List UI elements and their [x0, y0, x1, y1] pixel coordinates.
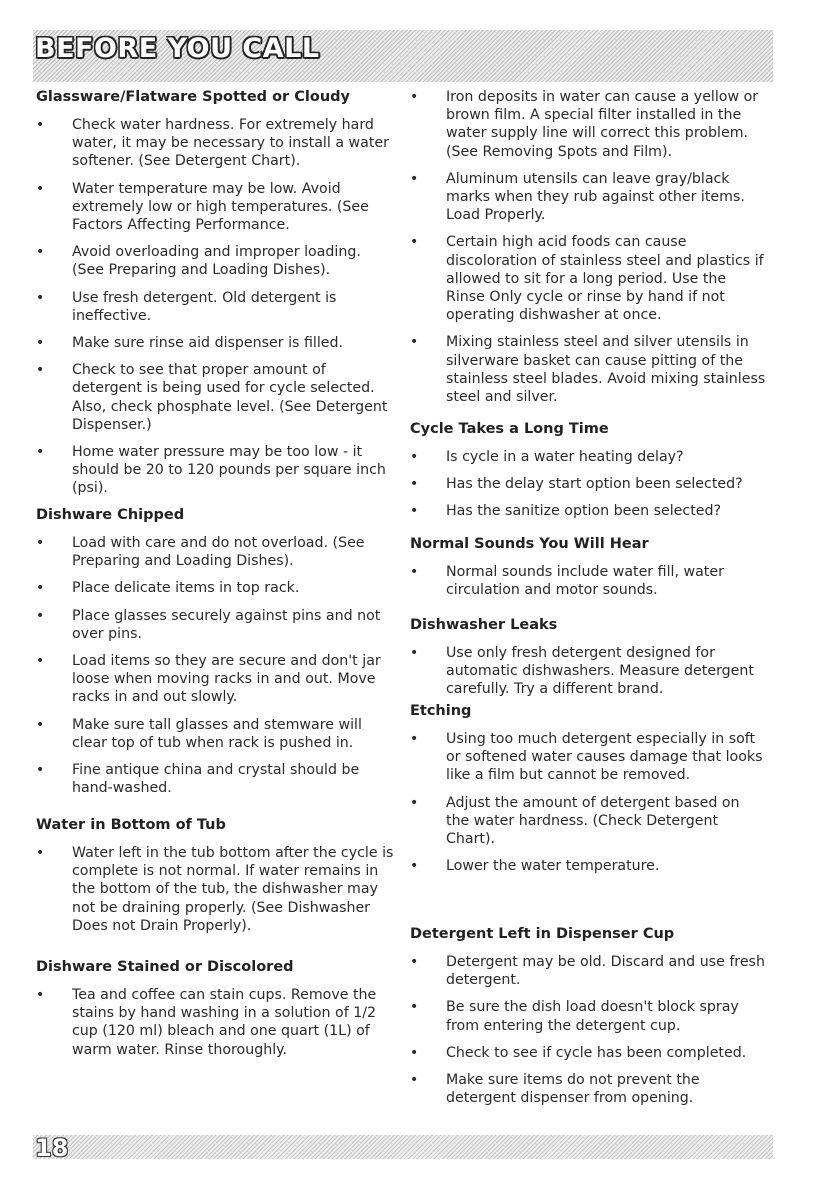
list-item-text: Be sure the dish load doesn't block spray from entering the detergent cup. [446, 999, 739, 1034]
bullet-icon: • [410, 89, 419, 105]
bullet-list [410, 644, 766, 699]
list-item-text: Adjust the amount of detergent based on the water hardness. (Check Detergent Chart). [446, 794, 740, 848]
list-item [410, 170, 766, 225]
bullet-icon: • [36, 716, 45, 733]
section-heading: Detergent Left in Dispenser Cup [410, 926, 675, 942]
list-item [36, 180, 396, 235]
list-item-text: Water left in the tub bottom after the cycle is complete is not normal. If water remains in the bottom of the tub, the dishwasher may not be draining properly. (See Dishwasher Does not Drain Properly). [72, 845, 394, 934]
list-item-text: Avoid overloading and improper loading. (See Preparing and Loading Dishes). [72, 244, 361, 279]
list-item [36, 289, 396, 325]
list-item [410, 953, 766, 989]
section-heading: Water in Bottom of Tub [36, 817, 226, 833]
bullet-list [36, 844, 396, 935]
list-item-text: Make sure tall glasses and stemware will clear top of tub when rack is pushed in. [72, 716, 362, 751]
bullet-icon: • [410, 858, 419, 875]
bullet-icon: • [36, 845, 45, 861]
section-dishware-chipped [36, 506, 396, 806]
section-heading: Etching [410, 703, 472, 719]
list-item-text: Load with care and do not overload. (See Preparing and Loading Dishes). [72, 535, 365, 570]
list-item-text: Place glasses securely against pins and not over pins. [72, 607, 381, 642]
list-item [36, 716, 396, 752]
section-cycle-takes-a-long-time [410, 420, 766, 530]
section-heading: Dishwasher Leaks [410, 617, 558, 633]
bullet-icon: • [36, 987, 45, 1003]
section-glassware-flatware-spotted-or-cloudy [36, 88, 396, 507]
list-item-text: Tea and coffee can stain cups. Remove the stains by hand washing in a solution of 1/2 cup (120 ml) bleach and one quart (1L) of warm water. Rinse thoroughly. [72, 987, 377, 1058]
list-item [410, 563, 766, 599]
bullet-icon: • [36, 444, 45, 461]
list-item [36, 761, 396, 797]
footer-band [33, 1134, 773, 1162]
list-item-text: Use fresh detergent. Old detergent is ineffective. [72, 289, 337, 324]
bullet-icon: • [36, 607, 45, 624]
bullet-icon: • [36, 180, 45, 197]
section-right-continued [410, 88, 766, 415]
bullet-icon: • [410, 234, 419, 251]
bullet-icon: • [410, 1044, 419, 1061]
list-item-text: Aluminum utensils can leave gray/black marks when they rub against other items. Load Properly. [446, 170, 745, 224]
bullet-icon: • [36, 335, 45, 352]
list-item [36, 579, 396, 597]
bullet-icon: • [36, 289, 45, 306]
list-item-text: Using too much detergent especially in soft or softened water causes damage that looks like a film but cannot be removed. [446, 731, 763, 784]
bullet-list [410, 563, 766, 599]
bullet-icon: • [410, 170, 419, 187]
list-item [410, 644, 766, 699]
bullet-icon: • [410, 503, 419, 520]
list-item-text: Is cycle in a water heating delay? [446, 449, 684, 465]
bullet-list [36, 116, 396, 498]
list-item [410, 857, 766, 875]
section-dishware-stained-or-discolored [36, 958, 396, 1068]
list-item [36, 844, 396, 935]
list-item [36, 116, 396, 171]
list-item-text: Load items so they are secure and don't jar loose when moving racks in and out. Move racks in and out slowly. [72, 653, 381, 706]
bullet-list [410, 448, 766, 521]
bullet-icon: • [410, 999, 419, 1016]
list-item [410, 1044, 766, 1062]
bullet-list [36, 986, 396, 1059]
bullet-list [410, 953, 766, 1107]
list-item-text: Fine antique china and crystal should be hand-washed. [72, 762, 360, 797]
list-item [410, 88, 766, 161]
list-item-text: Make sure rinse aid dispenser is filled. [72, 335, 344, 352]
list-item-text: Iron deposits in water can cause a yellow or brown film. A special filter installed in the water supply line will correct this problem. (See Removing Spots and Film). [446, 89, 759, 160]
bullet-icon: • [410, 954, 419, 970]
bullet-icon: • [410, 645, 419, 661]
bullet-icon: • [410, 334, 419, 351]
list-item [410, 1071, 766, 1107]
list-item-text: Home water pressure may be too low - it should be 20 to 120 pounds per square inch (psi). [72, 444, 386, 497]
bullet-icon: • [410, 731, 419, 747]
list-item-text: Lower the water temperature. [446, 858, 660, 875]
bullet-list [410, 88, 766, 406]
list-item [410, 333, 766, 406]
bullet-icon: • [410, 564, 419, 580]
bullet-list [410, 730, 766, 875]
list-item-text: Has the sanitize option been selected? [446, 503, 722, 520]
page-number: 18 [35, 1134, 69, 1162]
section-heading: Dishware Chipped [36, 507, 185, 523]
list-item-text: Normal sounds include water fill, water circulation and motor sounds. [446, 564, 724, 599]
section-heading: Cycle Takes a Long Time [410, 421, 609, 437]
list-item [410, 730, 766, 785]
bullet-icon: • [36, 362, 45, 379]
list-item-text: Check water hardness. For extremely hard water, it may be necessary to install a water softener. (See Detergent Chart). [72, 117, 389, 170]
list-item-text: Has the delay start option been selected? [446, 476, 743, 493]
section-heading: Glassware/Flatware Spotted or Cloudy [36, 89, 350, 105]
section-water-in-bottom-of-tub [36, 816, 396, 944]
list-item-text: Make sure items do not prevent the detergent dispenser from opening. [446, 1072, 700, 1107]
list-item [410, 448, 766, 466]
section-detergent-left-in-dispenser-cup [410, 925, 766, 1116]
bullet-icon: • [36, 762, 45, 779]
list-item [410, 998, 766, 1034]
list-item [36, 334, 396, 352]
section-heading: Normal Sounds You Will Hear [410, 536, 649, 552]
list-item [36, 652, 396, 707]
header-banner [33, 30, 773, 82]
page-title: BEFORE YOU CALL [35, 33, 320, 64]
section-normal-sounds-you-will-hear [410, 535, 766, 608]
list-item [410, 233, 766, 324]
bullet-icon: • [36, 653, 45, 670]
list-item-text: Water temperature may be low. Avoid extremely low or high temperatures. (See Factors Affecting Performance. [72, 180, 369, 234]
bullet-icon: • [36, 535, 45, 551]
bullet-icon: • [410, 794, 419, 811]
list-item [410, 794, 766, 849]
list-item-text: Check to see if cycle has been completed. [446, 1044, 747, 1061]
section-heading: Dishware Stained or Discolored [36, 959, 294, 975]
list-item [36, 986, 396, 1059]
bullet-icon: • [36, 117, 45, 133]
bullet-icon: • [410, 476, 419, 493]
bullet-icon: • [410, 1072, 419, 1089]
list-item-text: Check to see that proper amount of detergent is being used for cycle selected. Also, check phosphate level. (See Detergent Dispenser.) [72, 362, 388, 433]
list-item [36, 243, 396, 279]
list-item [36, 361, 396, 434]
list-item-text: Place delicate items in top rack. [72, 580, 300, 597]
list-item-text: Use only fresh detergent designed for automatic dishwashers. Measure detergent carefully. Try a different brand. [446, 645, 754, 698]
list-item-text: Certain high acid foods can cause discoloration of stainless steel and plastics if allowed to sit for a long period. Use the Rinse Only cycle or rinse by hand if not operating dishwasher at once. [446, 234, 764, 324]
bullet-icon: • [36, 244, 45, 261]
section-etching [410, 702, 766, 884]
list-item [36, 534, 396, 570]
list-item [36, 607, 396, 643]
bullet-icon: • [36, 580, 45, 597]
bullet-icon: • [410, 449, 419, 465]
list-item-text: Detergent may be old. Discard and use fresh detergent. [446, 954, 765, 989]
list-item [410, 502, 766, 520]
section-dishwasher-leaks [410, 616, 766, 708]
bullet-list [36, 534, 396, 797]
list-item [410, 475, 766, 493]
list-item-text: Mixing stainless steel and silver utensils in silverware basket can cause pitting of the stainless steel blades. Avoid mixing stainless steel and silver. [446, 334, 766, 406]
list-item [36, 443, 396, 498]
